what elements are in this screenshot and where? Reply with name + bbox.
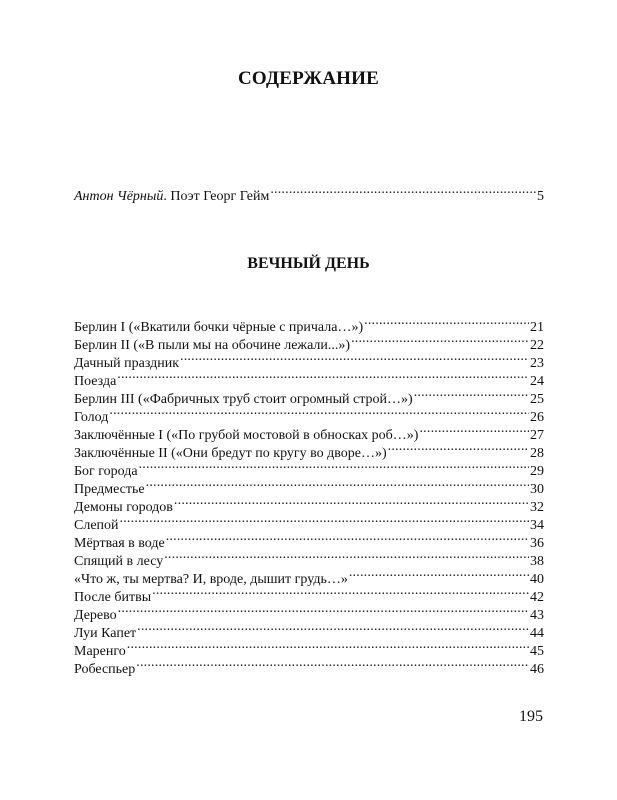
toc-entry — [74, 601, 544, 623]
dot-leader — [152, 583, 529, 601]
toc-entry-title: Бог города — [74, 464, 138, 479]
toc-entry — [74, 331, 544, 353]
toc-entry-title: Спящий в лесу — [74, 554, 164, 569]
toc-entry-page: 25 — [530, 392, 544, 407]
dot-leader — [164, 547, 529, 565]
dot-leader — [388, 439, 529, 457]
toc-entry-title: Заключённые I («По грубой мостовой в обносках роб…») — [74, 428, 419, 443]
toc-entry — [74, 565, 544, 587]
toc-entry-page: 24 — [530, 374, 544, 389]
dot-leader — [146, 475, 529, 493]
intro-page: 5 — [537, 189, 544, 204]
dot-leader — [419, 421, 529, 439]
toc-entry-title: Робеспьер — [74, 662, 136, 677]
toc-entry-page: 27 — [530, 428, 544, 443]
toc-entry-title: Демоны городов — [74, 500, 173, 515]
toc-entry-page: 45 — [530, 644, 544, 659]
toc-entry — [74, 475, 544, 497]
toc-entry — [74, 385, 544, 407]
toc-entry-page: 28 — [530, 446, 544, 461]
toc-entry — [74, 511, 544, 533]
intro-author: Антон Чёрный — [74, 189, 164, 204]
toc-entry — [74, 313, 544, 335]
toc-entry-title: Маренго — [74, 644, 126, 659]
section-heading: ВЕЧНЫЙ ДЕНЬ — [247, 255, 370, 272]
toc-entry-page: 26 — [530, 410, 544, 425]
dot-leader — [117, 367, 529, 385]
contents-heading: СОДЕРЖАНИЕ — [238, 68, 379, 89]
toc-entry-page: 30 — [530, 482, 544, 497]
toc-entry-page: 42 — [530, 590, 544, 605]
page-number: 195 — [519, 708, 543, 725]
toc-entry-title: Берлин I («Вкатили бочки чёрные с причала…») — [74, 320, 364, 335]
toc-entry-page: 38 — [530, 554, 544, 569]
toc-entry — [74, 367, 544, 389]
intro-entry-label — [74, 188, 269, 206]
intro-title: . Поэт Георг Гейм — [163, 189, 270, 204]
toc-entry-page: 32 — [530, 500, 544, 515]
toc-entry — [74, 403, 544, 425]
dot-leader — [109, 403, 529, 421]
dot-leader — [120, 511, 529, 529]
toc-entry — [74, 637, 544, 659]
toc-entry-page: 43 — [530, 608, 544, 623]
dot-leader — [166, 529, 529, 547]
toc-entry — [74, 529, 544, 551]
toc-entry-page: 29 — [530, 464, 544, 479]
toc-entry-title: Предместье — [74, 482, 145, 497]
toc-entry-page: 36 — [530, 536, 544, 551]
dot-leader — [139, 457, 529, 475]
toc-entry-page: 21 — [530, 320, 544, 335]
toc-entry-page: 23 — [530, 356, 544, 371]
dot-leader — [349, 565, 529, 583]
toc-entry-title: Луи Капет — [74, 626, 137, 641]
toc-entry-page: 34 — [530, 518, 544, 533]
toc-entry-title: Дерево — [74, 608, 117, 623]
dot-leader — [118, 601, 529, 619]
dot-leader — [174, 493, 529, 511]
dot-leader — [136, 655, 529, 673]
toc-entry-title: После битвы — [74, 590, 152, 605]
toc-entry-title: Слепой — [74, 518, 119, 533]
dot-leader — [137, 619, 529, 637]
toc-entry-title: Поезда — [74, 374, 117, 389]
dot-leader — [414, 385, 529, 403]
toc-entry-title: Мёртвая в воде — [74, 536, 165, 551]
dot-leader — [364, 313, 529, 331]
dot-leader — [351, 331, 529, 349]
toc-entry-page: 22 — [530, 338, 544, 353]
toc-entry — [74, 349, 544, 371]
toc-entry — [74, 493, 544, 515]
toc-entry-title: Голод — [74, 410, 109, 425]
toc-entry — [74, 583, 544, 605]
toc-entry — [74, 619, 544, 641]
toc-entry — [74, 655, 544, 677]
intro-entry — [74, 182, 544, 204]
toc-entry-title: Берлин II («В пыли мы на обочине лежали...») — [74, 338, 351, 353]
toc-entry — [74, 457, 544, 479]
toc-entry — [74, 547, 544, 569]
toc-entry — [74, 421, 544, 443]
toc-entry-title: Берлин III («Фабричных труб стоит огромный строй…») — [74, 392, 413, 407]
dot-leader — [127, 637, 529, 655]
toc-entry-title: Дачный праздник — [74, 356, 180, 371]
toc-entry-title: «Что ж, ты мертва? И, вроде, дышит грудь…» — [74, 572, 348, 587]
toc-entry-page: 44 — [530, 626, 544, 641]
dot-leader — [180, 349, 529, 367]
dot-leader — [270, 182, 536, 200]
toc-entry — [74, 439, 544, 461]
toc-entry-page: 40 — [530, 572, 544, 587]
toc-entry-page: 46 — [530, 662, 544, 677]
toc-entry-title: Заключённые II («Они бредут по кругу во дворе…») — [74, 446, 387, 461]
